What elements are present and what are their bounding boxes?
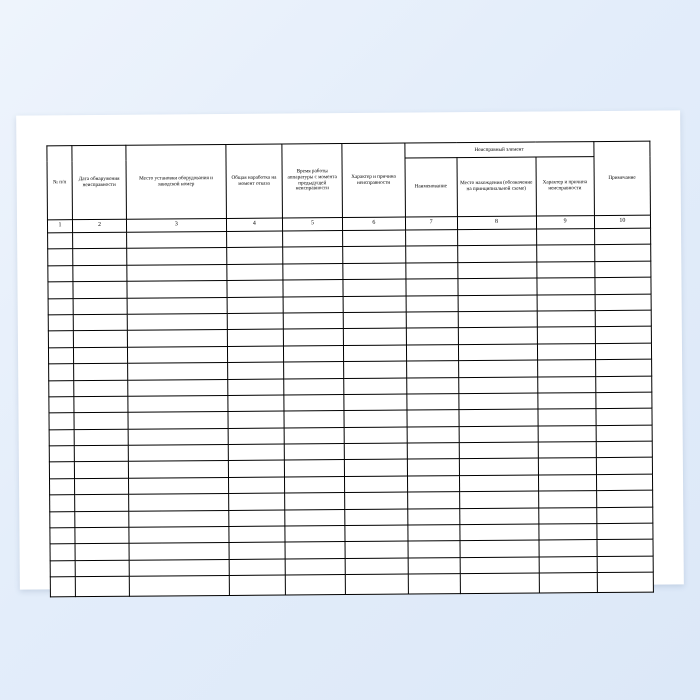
table-cell[interactable] (48, 347, 73, 364)
table-cell[interactable] (345, 541, 408, 558)
table-cell[interactable] (282, 231, 342, 248)
table-cell[interactable] (459, 475, 538, 492)
table-cell[interactable] (48, 282, 73, 299)
table-cell[interactable] (283, 329, 343, 346)
table-cell[interactable] (73, 347, 127, 364)
table-cell[interactable] (538, 425, 596, 442)
table-cell[interactable] (406, 377, 458, 394)
table-cell[interactable] (459, 458, 538, 475)
table-cell[interactable] (345, 492, 408, 509)
table-cell[interactable] (537, 360, 595, 377)
table-cell[interactable] (228, 444, 284, 461)
table-cell[interactable] (596, 441, 652, 458)
table-cell[interactable] (344, 361, 407, 378)
table-cell[interactable] (407, 426, 459, 443)
table-cell[interactable] (344, 427, 407, 444)
table-cell[interactable] (284, 394, 344, 411)
table-cell[interactable] (48, 249, 73, 266)
table-cell[interactable] (406, 361, 458, 378)
table-cell[interactable] (595, 376, 651, 393)
table-cell[interactable] (127, 248, 227, 265)
table-cell[interactable] (285, 509, 345, 526)
table-cell[interactable] (344, 378, 407, 395)
table-cell[interactable] (595, 261, 651, 278)
table-cell[interactable] (227, 346, 283, 363)
table-cell[interactable] (458, 311, 537, 328)
table-cell[interactable] (227, 313, 283, 330)
table-cell[interactable] (596, 458, 652, 475)
table-cell[interactable] (345, 525, 408, 542)
table-cell[interactable] (457, 278, 536, 295)
table-cell[interactable] (537, 343, 595, 360)
table-cell[interactable] (227, 297, 283, 314)
table-cell[interactable] (129, 510, 229, 527)
table-cell[interactable] (229, 542, 285, 559)
table-cell[interactable] (74, 380, 128, 397)
table-cell[interactable] (343, 312, 406, 329)
table-cell[interactable] (538, 458, 596, 475)
table-cell[interactable] (128, 379, 228, 396)
table-cell[interactable] (595, 359, 651, 376)
table-cell[interactable] (228, 460, 284, 477)
fault-log-table (46, 141, 654, 598)
header-cell-element-position: Место нахождения (обозначение на принципиальной схеме) (457, 157, 536, 217)
table-cell[interactable] (50, 577, 75, 597)
table-cell[interactable] (127, 313, 227, 330)
table-cell[interactable] (229, 559, 285, 576)
table-cell[interactable] (458, 327, 537, 344)
table-cell[interactable] (406, 344, 458, 361)
table-cell[interactable] (74, 396, 128, 413)
column-number-5: 5 (282, 218, 342, 231)
table-cell[interactable] (343, 263, 406, 280)
column-number-10: 10 (594, 215, 650, 228)
table-cell[interactable] (129, 576, 229, 597)
table-cell[interactable] (128, 428, 228, 445)
table-cell[interactable] (407, 492, 459, 509)
table-cell[interactable] (75, 494, 129, 511)
table-cell[interactable] (129, 559, 229, 576)
table-cell[interactable] (73, 232, 127, 249)
table-cell[interactable] (536, 261, 594, 278)
table-cell[interactable] (128, 363, 228, 380)
table-cell[interactable] (48, 265, 73, 282)
table-cell[interactable] (285, 493, 345, 510)
table-cell[interactable] (127, 281, 227, 298)
table-cell[interactable] (460, 557, 539, 574)
table-cell[interactable] (49, 462, 74, 479)
table-cell[interactable] (538, 409, 596, 426)
table-cell[interactable] (597, 507, 653, 524)
table-cell[interactable] (458, 377, 537, 394)
table-cell[interactable] (459, 426, 538, 443)
table-cell[interactable] (48, 233, 73, 250)
table-cell[interactable] (407, 410, 459, 427)
table-cell[interactable] (229, 526, 285, 543)
table-cell[interactable] (458, 360, 537, 377)
table-cell[interactable] (49, 429, 74, 446)
table-cell[interactable] (50, 528, 75, 545)
table-cell[interactable] (50, 479, 75, 496)
table-cell[interactable] (538, 524, 596, 541)
table-cell[interactable] (73, 249, 127, 266)
table-cell[interactable] (127, 297, 227, 314)
table-cell[interactable] (537, 376, 595, 393)
table-row[interactable] (50, 572, 653, 597)
table-cell[interactable] (50, 495, 75, 512)
table-cell[interactable] (285, 558, 345, 575)
header-cell-time-since-previous: Время работы аппаратуры с момента предыдущей неисправности (282, 144, 343, 218)
column-number-2: 2 (72, 219, 126, 232)
table-cell[interactable] (73, 314, 127, 331)
table-cell[interactable] (345, 509, 408, 526)
column-number-7: 7 (405, 217, 457, 230)
table-cell[interactable] (73, 331, 127, 348)
table-cell[interactable] (596, 392, 652, 409)
table-cell[interactable] (284, 378, 344, 395)
table-cell[interactable] (457, 245, 536, 262)
table-cell[interactable] (226, 231, 282, 248)
table-cell[interactable] (283, 263, 343, 280)
table-cell[interactable] (407, 476, 459, 493)
table-cell[interactable] (128, 445, 228, 462)
table-cell[interactable] (596, 474, 652, 491)
table-cell[interactable] (537, 294, 595, 311)
table-cell[interactable] (343, 230, 406, 247)
column-number-1: 1 (47, 220, 72, 233)
column-number-6: 6 (343, 217, 405, 230)
table-cell[interactable] (128, 395, 228, 412)
table-cell[interactable] (460, 573, 539, 594)
header-cell-element-fault-nature: Характер и причина неисправности (536, 157, 595, 216)
table-cell[interactable] (75, 576, 129, 596)
table-cell[interactable] (459, 524, 538, 541)
table-cell[interactable] (596, 425, 652, 442)
table-cell[interactable] (284, 460, 344, 477)
table-cell[interactable] (228, 411, 284, 428)
table-cell[interactable] (127, 330, 227, 347)
table-cell[interactable] (536, 278, 594, 295)
table-cell[interactable] (538, 507, 596, 524)
table-cell[interactable] (457, 262, 536, 279)
table-cell[interactable] (344, 443, 407, 460)
table-cell[interactable] (537, 392, 595, 409)
table-cell[interactable] (594, 245, 650, 262)
table-cell[interactable] (284, 444, 344, 461)
table-cell[interactable] (227, 280, 283, 297)
header-cell-element-name: Наименование (405, 158, 457, 217)
header-cell-number: № п/п (47, 146, 73, 220)
table-cell[interactable] (457, 229, 536, 246)
table-cell[interactable] (48, 331, 73, 348)
table-cell[interactable] (597, 523, 653, 540)
table-cell[interactable] (283, 362, 343, 379)
column-number-9: 9 (536, 216, 594, 229)
table-cell[interactable] (284, 476, 344, 493)
table-cell[interactable] (408, 541, 460, 558)
table-cell[interactable] (345, 574, 408, 594)
table-cell[interactable] (50, 560, 75, 577)
table-cell[interactable] (283, 313, 343, 330)
table-cell[interactable] (73, 281, 127, 298)
table-cell[interactable] (597, 572, 653, 592)
table-cell[interactable] (345, 460, 408, 477)
table-cell[interactable] (128, 412, 228, 429)
table-cell[interactable] (405, 246, 457, 263)
column-number-8: 8 (457, 216, 536, 230)
table-cell[interactable] (405, 262, 457, 279)
table-cell[interactable] (539, 573, 597, 593)
table-cell[interactable] (458, 344, 537, 361)
header-cell-total-runtime: Общая наработка на момент отказа (226, 144, 283, 218)
table-cell[interactable] (228, 493, 284, 510)
table-cell[interactable] (129, 526, 229, 543)
table-cell[interactable] (73, 298, 127, 315)
table-cell[interactable] (74, 445, 128, 462)
table-cell[interactable] (283, 280, 343, 297)
table-cell[interactable] (595, 326, 651, 343)
table-cell[interactable] (343, 246, 406, 263)
table-cell[interactable] (594, 228, 650, 245)
table-cell[interactable] (406, 279, 458, 296)
table-cell[interactable] (344, 345, 407, 362)
table-cell[interactable] (127, 264, 227, 281)
table-cell[interactable] (50, 511, 75, 528)
table-cell[interactable] (406, 312, 458, 329)
table-cell[interactable] (459, 409, 538, 426)
table-cell[interactable] (407, 525, 459, 542)
table-cell[interactable] (227, 264, 283, 281)
table-cell[interactable] (284, 427, 344, 444)
table-cell[interactable] (595, 343, 651, 360)
table-cell[interactable] (48, 315, 73, 332)
table-cell[interactable] (597, 556, 653, 573)
table-cell[interactable] (406, 394, 458, 411)
table-cell[interactable] (458, 295, 537, 312)
table-cell[interactable] (49, 397, 74, 414)
table-cell[interactable] (536, 229, 594, 246)
table-cell[interactable] (459, 508, 538, 525)
table-cell[interactable] (285, 575, 345, 595)
table-cell[interactable] (49, 446, 74, 463)
table-cell[interactable] (228, 428, 284, 445)
table-cell[interactable] (228, 395, 284, 412)
table-cell[interactable] (459, 491, 538, 508)
table-cell[interactable] (407, 459, 459, 476)
header-cell-date: Дата обнаружения неисправности (72, 145, 127, 219)
table-cell[interactable] (408, 574, 460, 594)
table-cell[interactable] (74, 478, 128, 495)
table-cell[interactable] (74, 462, 128, 479)
table-cell[interactable] (595, 294, 651, 311)
table-cell[interactable] (597, 540, 653, 557)
table-cell[interactable] (283, 345, 343, 362)
header-cell-location: Место установки оборудования и заводской номер (126, 144, 226, 219)
table-cell[interactable] (344, 410, 407, 427)
table-cell[interactable] (595, 310, 651, 327)
table-cell[interactable] (74, 429, 128, 446)
table-cell[interactable] (75, 527, 129, 544)
table-cell[interactable] (228, 477, 284, 494)
table-cell[interactable] (343, 296, 406, 313)
header-cell-fault-nature: Характер и причина неисправности (342, 143, 405, 217)
table-cell[interactable] (128, 461, 228, 478)
table-cell[interactable] (407, 508, 459, 525)
table-cell[interactable] (460, 540, 539, 557)
table-cell[interactable] (407, 443, 459, 460)
header-cell-faulty-element-group: Неисправный элемент (404, 142, 593, 158)
table-cell[interactable] (596, 490, 652, 507)
table-cell[interactable] (227, 329, 283, 346)
table-head (47, 141, 651, 233)
table-cell[interactable] (128, 477, 228, 494)
table-cell[interactable] (406, 295, 458, 312)
table-cell[interactable] (538, 474, 596, 491)
header-cell-remarks: Примечание (594, 141, 651, 215)
table-cell[interactable] (73, 265, 127, 282)
table-cell[interactable] (539, 540, 597, 557)
table-cell[interactable] (345, 558, 408, 575)
table-cell[interactable] (49, 364, 74, 381)
table-cell[interactable] (48, 298, 73, 315)
table-cell[interactable] (345, 476, 408, 493)
table-cell[interactable] (49, 413, 74, 430)
table-cell[interactable] (75, 544, 129, 561)
column-number-4: 4 (226, 218, 282, 231)
table-container (46, 141, 653, 560)
table-cell[interactable] (74, 363, 128, 380)
table-cell[interactable] (129, 543, 229, 560)
table-cell[interactable] (227, 362, 283, 379)
table-cell[interactable] (537, 311, 595, 328)
table-cell[interactable] (536, 245, 594, 262)
table-cell[interactable] (343, 279, 406, 296)
table-cell[interactable] (75, 511, 129, 528)
column-number-3: 3 (126, 218, 226, 232)
table-cell[interactable] (537, 327, 595, 344)
table-cell[interactable] (405, 230, 457, 247)
table-cell[interactable] (596, 408, 652, 425)
table-cell[interactable] (539, 556, 597, 573)
table-cell[interactable] (408, 557, 460, 574)
table-cell[interactable] (75, 560, 129, 577)
table-cell[interactable] (226, 247, 282, 264)
table-cell[interactable] (538, 442, 596, 459)
table-cell[interactable] (459, 442, 538, 459)
table-cell[interactable] (129, 494, 229, 511)
table-cell[interactable] (127, 231, 227, 248)
table-cell[interactable] (74, 413, 128, 430)
table-cell[interactable] (49, 380, 74, 397)
table-cell[interactable] (538, 491, 596, 508)
table-cell[interactable] (284, 411, 344, 428)
table-cell[interactable] (283, 296, 343, 313)
table-cell[interactable] (344, 394, 407, 411)
table-cell[interactable] (127, 346, 227, 363)
table-body (48, 228, 654, 597)
paper-sheet (16, 110, 684, 589)
table-cell[interactable] (283, 247, 343, 264)
table-cell[interactable] (595, 277, 651, 294)
table-cell[interactable] (285, 526, 345, 543)
table-cell[interactable] (285, 542, 345, 559)
table-cell[interactable] (344, 328, 407, 345)
table-cell[interactable] (228, 379, 284, 396)
table-cell[interactable] (458, 393, 537, 410)
table-cell[interactable] (50, 544, 75, 561)
table-cell[interactable] (229, 510, 285, 527)
table-cell[interactable] (406, 328, 458, 345)
table-cell[interactable] (229, 575, 285, 595)
